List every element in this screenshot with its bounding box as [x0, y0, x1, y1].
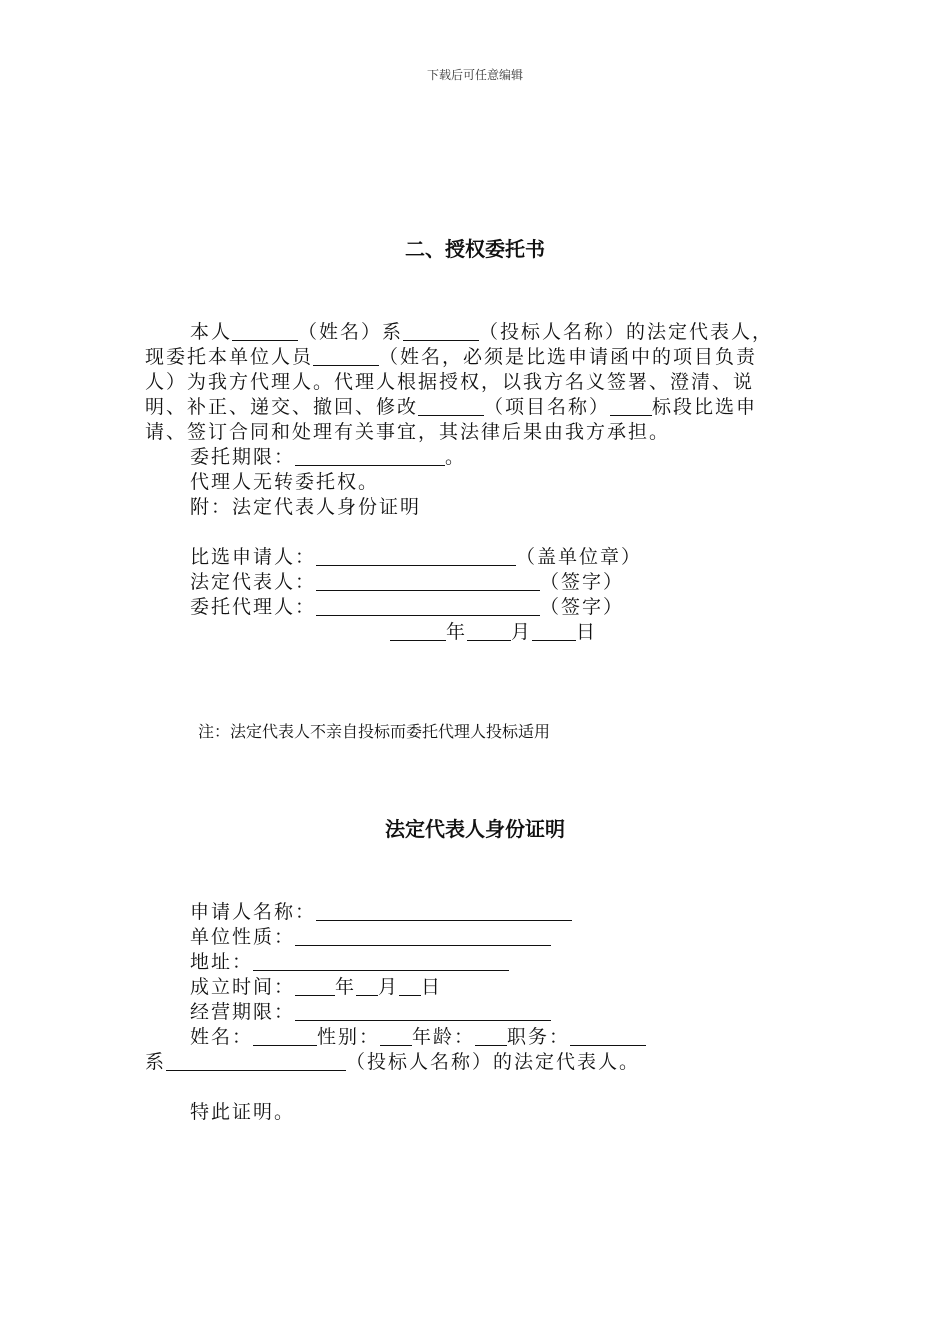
text-segment: 明、补正、递交、撤回、修改 [145, 396, 419, 418]
blank-person-name[interactable] [253, 1026, 317, 1046]
month-label: 月 [511, 621, 533, 643]
year-label: 年 [446, 621, 468, 643]
text-segment: 现委托本单位人员 [145, 346, 314, 368]
blank-year[interactable] [390, 621, 446, 641]
blank-bidder[interactable] [403, 321, 479, 341]
blank-month[interactable] [467, 621, 511, 641]
field-label: 经营期限： [190, 1001, 296, 1023]
section-title-authorization: 二、授权委托书 [405, 237, 545, 261]
personal-info-line [190, 1025, 646, 1050]
field-label: 单位性质： [190, 926, 296, 948]
applicant-label: 比选申请人： [190, 546, 317, 568]
legal-rep-signature-line [190, 570, 624, 595]
month-label: 月 [378, 976, 400, 998]
text-segment: （姓名，必须是比选申请函中的项目负责 [379, 346, 758, 368]
blank-position[interactable] [570, 1026, 646, 1046]
field-label: 年龄： [412, 1026, 476, 1048]
paragraph-line-1 [190, 320, 773, 345]
established-line [190, 975, 442, 1000]
field-label: 成立时间： [190, 976, 296, 998]
blank-agent[interactable] [316, 596, 540, 616]
year-label: 年 [335, 976, 357, 998]
blank-section[interactable] [610, 396, 652, 416]
paragraph-line-3: 人）为我方代理人。代理人根据授权，以我方名义签署、澄清、说 [145, 371, 755, 393]
applicant-name-line [190, 900, 572, 925]
applicant-suffix: （盖单位章） [516, 546, 643, 568]
blank-term[interactable] [295, 446, 445, 466]
field-label: 地址： [190, 951, 254, 973]
text-segment: 标段比选申 [652, 396, 758, 418]
blank-unit-nature[interactable] [295, 926, 551, 946]
blank-project-name[interactable] [418, 396, 484, 416]
section-title-identity: 法定代表人身份证明 [385, 817, 565, 841]
day-label: 日 [576, 621, 598, 643]
field-label: 姓名： [190, 1026, 254, 1048]
blank-applicant-name[interactable] [316, 901, 572, 921]
agent-signature-line [190, 595, 624, 620]
unit-nature-line [190, 925, 551, 950]
date-line [390, 620, 597, 645]
paragraph-line-4 [145, 395, 757, 420]
address-line [190, 950, 509, 975]
text-segment: （投标人名称）的法定代表人。 [346, 1051, 641, 1073]
text-segment: 系 [145, 1051, 167, 1073]
note-text: 注：法定代表人不亲自投标而委托代理人投标适用 [198, 722, 551, 741]
term-line [190, 445, 466, 470]
day-label: 日 [421, 976, 443, 998]
no-transfer-line: 代理人无转委托权。 [190, 471, 380, 493]
blank-age[interactable] [475, 1026, 507, 1046]
legal-rep-suffix: （签字） [540, 571, 625, 593]
attachment-line: 附：法定代表人身份证明 [190, 496, 422, 518]
paragraph-line-5: 请、签订合同和处理有关事宜，其法律后果由我方承担。 [145, 421, 671, 443]
blank-est-day[interactable] [399, 976, 421, 996]
page-header: 下载后可任意编辑 [426, 68, 523, 82]
hereby-certify: 特此证明。 [190, 1101, 296, 1123]
agent-label: 委托代理人： [190, 596, 317, 618]
blank-gender[interactable] [380, 1026, 412, 1046]
term-label: 委托期限： [190, 446, 296, 468]
blank-est-year[interactable] [295, 976, 335, 996]
field-label: 职务： [507, 1026, 571, 1048]
agent-suffix: （签字） [540, 596, 625, 618]
legal-rep-label: 法定代表人： [190, 571, 317, 593]
blank-est-month[interactable] [356, 976, 378, 996]
blank-bidder-name[interactable] [166, 1051, 346, 1071]
blank-applicant[interactable] [316, 546, 516, 566]
text-segment: （姓名）系 [298, 321, 404, 343]
blank-staff-name[interactable] [313, 346, 379, 366]
legal-rep-statement-line [145, 1050, 640, 1075]
term-end: 。 [445, 446, 467, 468]
blank-legal-rep[interactable] [316, 571, 540, 591]
field-label: 性别： [317, 1026, 381, 1048]
blank-name[interactable] [232, 321, 298, 341]
field-label: 申请人名称： [190, 901, 317, 923]
paragraph-line-2 [145, 345, 757, 370]
text-segment: （投标人名称）的法定代表人， [479, 321, 774, 343]
blank-day[interactable] [532, 621, 576, 641]
blank-business-term[interactable] [295, 1001, 551, 1021]
business-term-line [190, 1000, 551, 1025]
applicant-signature-line [190, 545, 642, 570]
text-segment: （项目名称） [484, 396, 611, 418]
text-segment: 本人 [190, 321, 233, 343]
blank-address[interactable] [253, 951, 509, 971]
